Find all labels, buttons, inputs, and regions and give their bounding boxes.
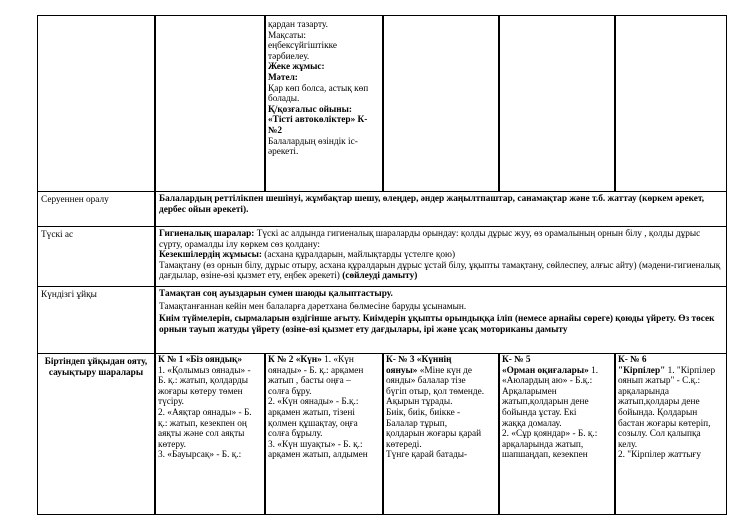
text-line: Мәтел:: [268, 72, 298, 83]
walk-return-text: Балалардың реттілікпен шешінуі, жұмбақтар шешу, өлеңдер, әндер жаңылтпаштар, санамақтар және т.б. жаттау (көркем әрекет, дербес ойын әрекеті).: [159, 194, 705, 215]
duty-heading: Кезекшілердің жұмысы:: [159, 250, 262, 261]
wake-day-5-line: бастан жоғары көтеріп,: [618, 418, 711, 429]
eating-text: Тамақтану (өз орнын білу, дұрыс отыру, асхана құралдарын дұрыс ұстай білу, ұқыпты тамақтану, сөйлеспеу, алғыс айту) (мәдени-гигиеналық дағдылар, өзіне-өзі қызмет ету, еңбек әрекеті): [159, 260, 721, 282]
wake-day-3-line: Биік, биік, биікке -: [386, 407, 461, 418]
top-row-label-cell: [37, 15, 155, 192]
nap-content: [155, 286, 727, 354]
wake-day-2: [265, 353, 383, 515]
wake-day-4-title: «Орман оқиғалары»: [502, 365, 589, 376]
wake-day-1: [155, 353, 265, 515]
wake-day-2-title: К № 2 «Күн»: [268, 355, 322, 365]
walk-return-content: [155, 191, 727, 227]
wake-day-4-line: 2. «Сұр қояндар» - Б. қ.:: [502, 429, 598, 440]
hygiene-heading: Гигиеналық шаралар:: [159, 229, 255, 239]
wake-day-3-line: оянуы» «Міне күн де: [386, 365, 472, 376]
text-line: еңбексүйгіштікке: [268, 41, 338, 52]
nap-label: [37, 286, 155, 354]
wake-day-5-line: оянып жатыр" - С.қ.:: [618, 376, 701, 387]
wake-day-4-line: «Орман оқиғалары» 1.: [502, 365, 599, 376]
wake-day-5-line: келу.: [618, 439, 638, 450]
wake-day-4-line: «Аюлардың аю» - Б.қ.:: [502, 376, 593, 387]
wake-day-5-line: бойында. Қолдарын: [618, 407, 698, 418]
top-row-monday-cell: [155, 15, 265, 192]
wake-day-4-line: Арқаларымен: [502, 386, 557, 397]
wake-day-2-line: жатып , басты оңға –: [268, 376, 351, 387]
wake-day-2-line: солға бұру.: [268, 386, 312, 397]
text-line: Мақсаты:: [268, 30, 306, 41]
wake-day-2-line: арқамен жатып, алдымен: [268, 450, 368, 461]
text-line: әрекеті.: [268, 147, 299, 158]
wake-day-1-line: аяқты және сол аяқты: [158, 429, 245, 440]
top-row-wednesday-cell: [383, 15, 499, 192]
wake-day-4-line: К- № 5: [502, 355, 531, 365]
nap-toilet-text: Тамақтанғаннан кейін мен балаларға дәретхана бөлмесіне баруды ұсынамын.: [159, 301, 467, 312]
wake-day-3-line: К- № 3 «Күннің: [386, 355, 452, 365]
wake-day-4-line: шапшаңдап, кезекпен: [502, 450, 588, 461]
walk-return-label: [37, 191, 155, 227]
wake-day-1-line: қ.: жатып, кезекпен оң: [158, 418, 247, 429]
text-line: Жеке жұмыс:: [268, 62, 325, 73]
eating-note: (сөйлеуді дамыту): [339, 271, 418, 282]
lunch-content: [155, 226, 727, 287]
wake-day-5-title: "Кірпілер": [618, 365, 666, 376]
wake-day-2-line: солға бұрылу.: [268, 429, 323, 440]
wake-day-3-title-end: оянуы»: [386, 365, 418, 376]
nap-rinse-text: Тамақтан соң ауыздарын сумен шаюды қалыптастыру.: [159, 289, 393, 299]
lunch-eating-paragraph: [159, 261, 723, 282]
wake-day-5: [615, 353, 727, 515]
text-line: қардан тазарту.: [268, 20, 328, 30]
duty-text: (асхана құралдарын, майлықтарды үстелге қою): [261, 250, 456, 261]
hygiene-text: Түскі ас алдында гигиеналық шараларды орындау: қолды дұрыс жуу, өз орамалының орнын білу , қолды дұрыс сүрту, орамалды ілу көркем сөз қолдану:: [159, 229, 701, 250]
wake-day-1-line: 1. «Қолымыз оянады» -: [158, 365, 251, 376]
lunch-label: [37, 226, 155, 287]
wake-day-1-line: К № 1 «Біз ояндық»: [158, 355, 242, 365]
wake-day-1-line: 3. «Бауырсақ» - Б. қ.:: [158, 450, 242, 461]
top-row-thursday-cell: [499, 15, 615, 192]
wake-day-5-line: арқаларында: [618, 386, 669, 397]
wake-day-3-line: Ақырын тұрады.: [386, 397, 453, 408]
wake-day-5-line: созылу. Сол қалыпқа: [618, 429, 701, 440]
wake-label: [37, 353, 155, 515]
wake-day-5-line: 2. "Кірпілер жаттығу: [618, 450, 701, 461]
text-line: тәрбиелеу.: [268, 51, 310, 62]
lunch-hygiene-paragraph: [159, 229, 723, 250]
wake-day-4-line: арқаларында жатып,: [502, 439, 584, 450]
wake-day-3-line: оянды» балалар тізе: [386, 376, 466, 387]
wake-day-3-line: Балалар тұрып,: [386, 418, 448, 429]
wake-day-5-line: К- № 6: [618, 355, 647, 365]
wake-day-2-line: қолмен құшақтау, оңға: [268, 418, 358, 429]
wake-day-1-line: көтеру.: [158, 439, 186, 450]
text-line: Қар көп болса, астық көп: [268, 83, 369, 94]
wake-day-3-line: көтереді.: [386, 439, 422, 450]
wake-day-1-line: жоғары көтеру төмен: [158, 386, 243, 397]
text-line: Қ/қозғалыс ойыны:: [268, 104, 352, 115]
wake-day-1-line: түсіру.: [158, 397, 184, 408]
wake-day-4-line: жаққа домалау.: [502, 418, 562, 429]
wake-day-2-line: К № 2 «Күн» 1. «Күн: [268, 355, 354, 365]
wake-day-3: [383, 353, 499, 515]
wake-day-2-line: арқамен жатып, тізені: [268, 407, 355, 418]
wake-day-5-line: "Кірпілер" 1. "Кірпілер: [618, 365, 716, 376]
wake-day-2-line: 3. «Күн шуақты» - Б. қ.:: [268, 439, 363, 450]
nap-undress-text: Киім түймелерін, сырмаларын өздігінше ағыту. Киімдерін ұқыпты орындыққа іліп (немесе арнайы сөреге) қоюды үйрету. Өз төсек орнын тауып жатуды үйрету (өзіне-өзі қызмет ету дағдылары, ірі және ұсақ моториканы дамыту: [159, 314, 715, 335]
wake-label-text: Біртіндеп ұйқыдан ояту, сауықтыру шаралары: [44, 357, 148, 378]
wake-day-3-line: Түнге қарай батады-: [386, 450, 468, 461]
wake-day-4: [499, 353, 615, 515]
wake-day-3-line: бүгіп отыр, қол төменде.: [386, 386, 485, 397]
top-row-activity-text: [268, 20, 380, 158]
lunch-duty-paragraph: [159, 250, 723, 261]
walk-return-label-text: Серуеннен оралу: [41, 195, 109, 205]
wake-day-5-line: жатып,қолдары дене: [618, 397, 700, 408]
wake-day-1-line: Б. қ.: жатып, қолдарды: [158, 376, 249, 387]
text-line: болады.: [268, 94, 300, 105]
wake-day-4-line: бойында ұстау. Екі: [502, 407, 577, 418]
wake-day-2-line: 2. «Күн оянады» - Б.қ.:: [268, 397, 359, 408]
lunch-label-text: Түскі ас: [41, 230, 74, 240]
text-line: Балалардың өзіндік іс-: [268, 136, 358, 147]
top-row-tuesday-cell: [265, 15, 383, 192]
wake-day-2-line: оянады» - Б. қ.: арқамен: [268, 365, 364, 376]
text-line: №2: [268, 125, 282, 136]
schedule-table: [37, 15, 727, 515]
text-line: «Тісті автокөліктер» К-: [268, 115, 368, 126]
wake-day-1-line: 2. «Аяқтар оянады» - Б.: [158, 407, 252, 418]
wake-day-3-line: қолдарын жоғары қарай: [386, 429, 482, 440]
wake-day-4-line: жатып,қолдарын дене: [502, 397, 589, 408]
top-row-friday-cell: [615, 15, 727, 192]
nap-label-text: Күндізгі ұйқы: [41, 290, 97, 300]
